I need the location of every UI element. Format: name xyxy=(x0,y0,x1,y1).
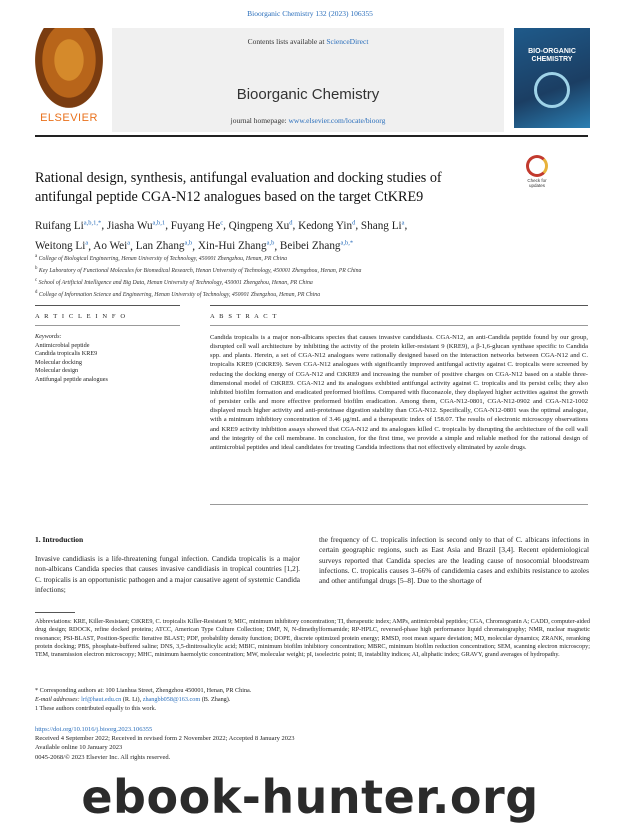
doi-link[interactable]: https://doi.org/10.1016/j.bioorg.2023.106355 xyxy=(35,726,153,733)
author-name[interactable]: Xin-Hui Zhang$^{a,b}$ xyxy=(197,239,275,253)
author-affiliation-marker[interactable]: a xyxy=(85,239,89,247)
homepage-prefix: journal homepage: xyxy=(230,116,289,125)
abstract-text: Candida tropicalis is a major non-albicans species that causes invasive candidiasis. CGA-N12, an anti-Candida peptide found by our group, disrupted cell wall architecture by inhibiting the activity of the protein killer-resistant 9 (KRE9), a β-1,6-glucan synthase specific to Candida spp. and plants. Herein, a set of CGA-N12 analogues were rationally designed based on the interaction networks between CGA-N12 and C. tropicalis KRE9 (CtKRE9). Seven CGA-N12 analogues with significantly improved antifungal activity against C. tropicalis were screened by reducing the docking energy of CGA-N12 and CtKRE9 and increasing the number of positive charges on CGA-N12 based on a stable three-dimensional model of CtKRE9. CGA-N12 and its analogues exhibited antifungal activity against C. tropicalis and its persist cells; they also inhibited biofilm formation and eradicated preformed biofilms. Compared with fluconazole, they displayed higher activities against the growth of persister cells and more effective preformed biofilm eradication. Among them, CGA-N12-0801, CGA-N12-0902 and CGA-N12-1002 displayed much higher activity and anti-proteinase digestion stability than CGA-N12. Specifically, CGA-N12-0801 was the optimal analogue, with a minimum inhibitory concentration of 3.46 μg/mL and a therapeutic index of 158.07. The results of electronic microscopy observations and KRE9 activity inhibition assays showed that CGA-N12 and its analogues killed C. tropicalis by disrupting the architecture of the cell wall and the integrity of the cell membrane. In conclusion, for the first time, we provide a simple and reliable method for the rational design of antimicrobial peptides and ideal candidates for treating Candida infections that not effectively eliminated by azole drugs. xyxy=(210,334,588,451)
intro-column-left: Invasive candidiasis is a life-threatening fungal infection. Candida tropicalis is a major non-albicans Candida species that causes invasive candidiasis in tropical countries [1,2]. C. tropicalis is an opportunistic pathogen and a major causative agent of systemic Candida infections; xyxy=(35,554,300,594)
keyword-item: Candida tropicalis KRE9 xyxy=(35,350,98,357)
author-affiliation-marker[interactable]: a xyxy=(127,239,131,247)
elsevier-logo xyxy=(35,28,103,128)
homepage-link[interactable]: www.elsevier.com/locate/bioorg xyxy=(288,116,386,125)
journal-title: Bioorganic Chemistry xyxy=(236,86,380,103)
author-footnotes xyxy=(35,686,590,713)
contents-line xyxy=(112,37,504,46)
email-link-li[interactable]: lrf@haut.edu.cn xyxy=(81,696,122,703)
email-label: E-mail addresses: xyxy=(35,696,82,703)
email-suffix-zhang: (B. Zhang). xyxy=(200,696,231,703)
doi-block xyxy=(35,725,435,762)
header-rule xyxy=(35,135,588,137)
section-heading-introduction: 1. Introduction xyxy=(35,535,84,544)
author-affiliation-marker[interactable]: d xyxy=(289,219,293,226)
abstract-end-rule xyxy=(210,504,588,505)
keyword-item: Antimicrobial peptide xyxy=(35,341,90,349)
journal-citation-link[interactable]: Bioorganic Chemistry 132 (2023) 106355 xyxy=(247,9,373,18)
homepage-line xyxy=(112,116,504,125)
affiliation-marker: d xyxy=(35,290,38,296)
author-affiliation-marker[interactable]: a xyxy=(401,219,405,226)
affiliation-text: Key Laboratory of Functional Molecules for Biomedical Research, Henan University of Technology, 450001 Zhengzhou, Henan, PR China xyxy=(37,268,362,275)
author-affiliation-marker[interactable]: c xyxy=(220,219,224,226)
article-info-rule xyxy=(35,305,180,306)
email-suffix-li: (R. Li), xyxy=(121,696,143,703)
equal-contribution-note: 1 These authors contributed equally to this work. xyxy=(35,705,157,712)
received-dates: Received 4 September 2022; Received in revised form 2 November 2022; Accepted 8 January 2023 xyxy=(35,735,295,743)
email-addresses xyxy=(35,695,590,704)
affiliation-item xyxy=(35,276,590,288)
author-name[interactable]: Weitong Li$^a$ xyxy=(35,239,89,253)
abstract-rule xyxy=(210,305,588,306)
copyright-line: 0045-2068/© 2023 Elsevier Inc. All rights reserved. xyxy=(35,753,171,761)
author-affiliation-marker[interactable]: d xyxy=(352,219,356,226)
watermark-text: ebook-hunter.org xyxy=(81,770,539,824)
elsevier-wordmark: ELSEVIER xyxy=(40,112,98,124)
affiliation-marker: c xyxy=(35,278,38,284)
author-name[interactable]: Jiasha Wu$^{a,b,1}$ xyxy=(106,219,166,232)
keywords-block xyxy=(35,333,185,384)
author-affiliation-marker[interactable]: a,b xyxy=(184,239,193,247)
author-affiliation-marker[interactable]: a,b,1 xyxy=(152,219,166,226)
author-line-1: Ruifang $Li^{a,b,1,*}$, Jiasha Wu$^{a,b,1}$, Fuyang He$^c$, Qingpeng Xu$^d$, Kedong Yin$^d$, Shang Li$^a$, xyxy=(35,219,408,232)
check-updates-icon xyxy=(526,155,548,177)
affiliation-text: College of Biological Engineering, Henan University of Technology, 450001 Zhengzhou, Henan, PR China xyxy=(37,255,287,262)
author-list xyxy=(35,214,590,255)
affiliation-marker: b xyxy=(35,266,38,272)
article-info-rule-lower xyxy=(35,325,180,326)
author-name[interactable]: Ao Wei$^a$ xyxy=(93,239,131,253)
affiliation-marker: a xyxy=(35,254,38,259)
abbreviations-footnote: Abbreviations: KRE, Killer-Resistant; CtKRE9, C. tropicalis Killer-Resistant 9; MIC, minimum inhibitory concentration; TI, therapeutic index; AMPs, antimicrobial peptides; CGA, Chromogranin A; CADD, computer-aided drug design; RDOCK, refine docked proteins; ATCC, American Type Culture Collection; DMF, N, N-dimethylformamide; RP-HPLC, reversed-phase high performance liquid chromatography; NMR, nuclear magnetic resonance; PSI-BLAST, Position-Specific Iterative BLAST; PDF, probability density function; DOPE, discrete optimized protein energy; RMSD, root mean square deviation; MD, molecular dynamics; ZRANK, reranking protein docking; PBS, phosphate-buffered saline; DNS, 3,5-dinitrosalicylic acid; MBIC, minimum biofilm inhibitory concentration; MBRC, minimum biofilm reduction concentration; SEM, scanning electron microscopy; TEM, transmission electron microscopy; MHC, minimum haemolytic concentration; MW, molecular weight; pI, isoelectric point; II, instability indices; AI, aliphatic index; GRAVY, grand averages of hydropathy. xyxy=(35,618,590,659)
article-info-heading: A R T I C L E I N F O xyxy=(35,313,127,320)
author-name[interactable]: Lan Zhang$^{a,b}$ xyxy=(135,239,193,253)
author-name[interactable]: Qingpeng Xu$^d$ xyxy=(228,219,293,232)
elsevier-tree-icon xyxy=(35,28,103,108)
keyword-item: Molecular design xyxy=(35,367,79,374)
affiliation-item xyxy=(35,252,590,264)
journal-cover-image xyxy=(514,28,590,128)
cover-graphic xyxy=(534,72,570,108)
author-name[interactable]: Shang Li$^a$ xyxy=(360,219,405,232)
author-name[interactable]: Kedong Yin$^d$ xyxy=(298,219,356,232)
cover-title: BIO-ORGANIC CHEMISTRY xyxy=(528,48,576,63)
author-line-2: Weitong Li$^a$, Ao Wei$^a$, Lan Zhang$^{a,b}$, Xin-Hui Zhang$^{a,b}$, Beibei Zhang$^{a,b,*}$ xyxy=(35,239,354,253)
contents-prefix: Contents lists available at xyxy=(247,37,327,46)
author-name[interactable]: Ruifang $Li^{a,b,1,*}$ xyxy=(35,219,102,232)
affiliation-text: College of Information Science and Engineering, Henan University of Technology, 450001 Zhengzhou, Henan, PR China xyxy=(37,292,321,299)
affiliation-text: School of Artificial Intelligence and Big Data, Henan University of Technology, 450001 Zhengzhou, Henan, PR China xyxy=(37,280,313,287)
available-online: Available online 10 January 2023 xyxy=(35,744,123,752)
intro-column-right: the frequency of C. tropicalis infection is second only to that of C. albicans infections in certain geographic regions, such as East Asia and Brazil [3,4]. Recent epidemiological surveys reported that Candida species are the leading cause of nosocomial bloodstream infections. C. tropicalis causes 3–66% of candidemia cases and exhibits resistance to azoles and other antifungal drugs [5–8]. Due to the shortage of xyxy=(319,535,589,586)
affiliation-item xyxy=(35,264,590,276)
keywords-label: Keywords: xyxy=(35,333,62,340)
author-affiliation-marker[interactable]: a,b,1,* xyxy=(83,219,102,226)
author-name[interactable]: Beibei Zhang$^{a,b,*}$ xyxy=(279,239,354,253)
keyword-item: Antifungal peptide analogues xyxy=(35,375,108,383)
affiliation-item xyxy=(35,288,590,300)
check-updates-label: Check for updates xyxy=(527,178,547,188)
article-title-line-2: antifungal peptide CGA-N12 analogues based on the target CtKRE9 xyxy=(35,189,424,205)
author-affiliation-marker[interactable]: a,b,* xyxy=(340,239,354,247)
sciencedirect-link[interactable]: ScienceDirect xyxy=(326,37,369,46)
author-name[interactable]: Fuyang He$^c$ xyxy=(170,219,224,232)
email-link-zhang[interactable]: zhangbb058@163.com xyxy=(142,696,201,703)
keyword-item: Molecular docking xyxy=(35,358,82,366)
corresponding-author-note: * Corresponding authors at: 100 Lianhua Street, Zhengzhou 450001, Henan, PR China. xyxy=(35,687,252,694)
article-title xyxy=(35,169,505,207)
abstract-rule-lower xyxy=(210,325,588,326)
affiliation-list xyxy=(35,252,590,301)
article-title-line-1: Rational design, synthesis, antifungal evaluation and docking studies of xyxy=(35,170,442,186)
footnote-rule xyxy=(35,612,75,613)
author-affiliation-marker[interactable]: a,b xyxy=(266,239,275,247)
check-for-updates-button[interactable] xyxy=(521,155,553,187)
abstract-heading: A B S T R A C T xyxy=(210,313,278,320)
